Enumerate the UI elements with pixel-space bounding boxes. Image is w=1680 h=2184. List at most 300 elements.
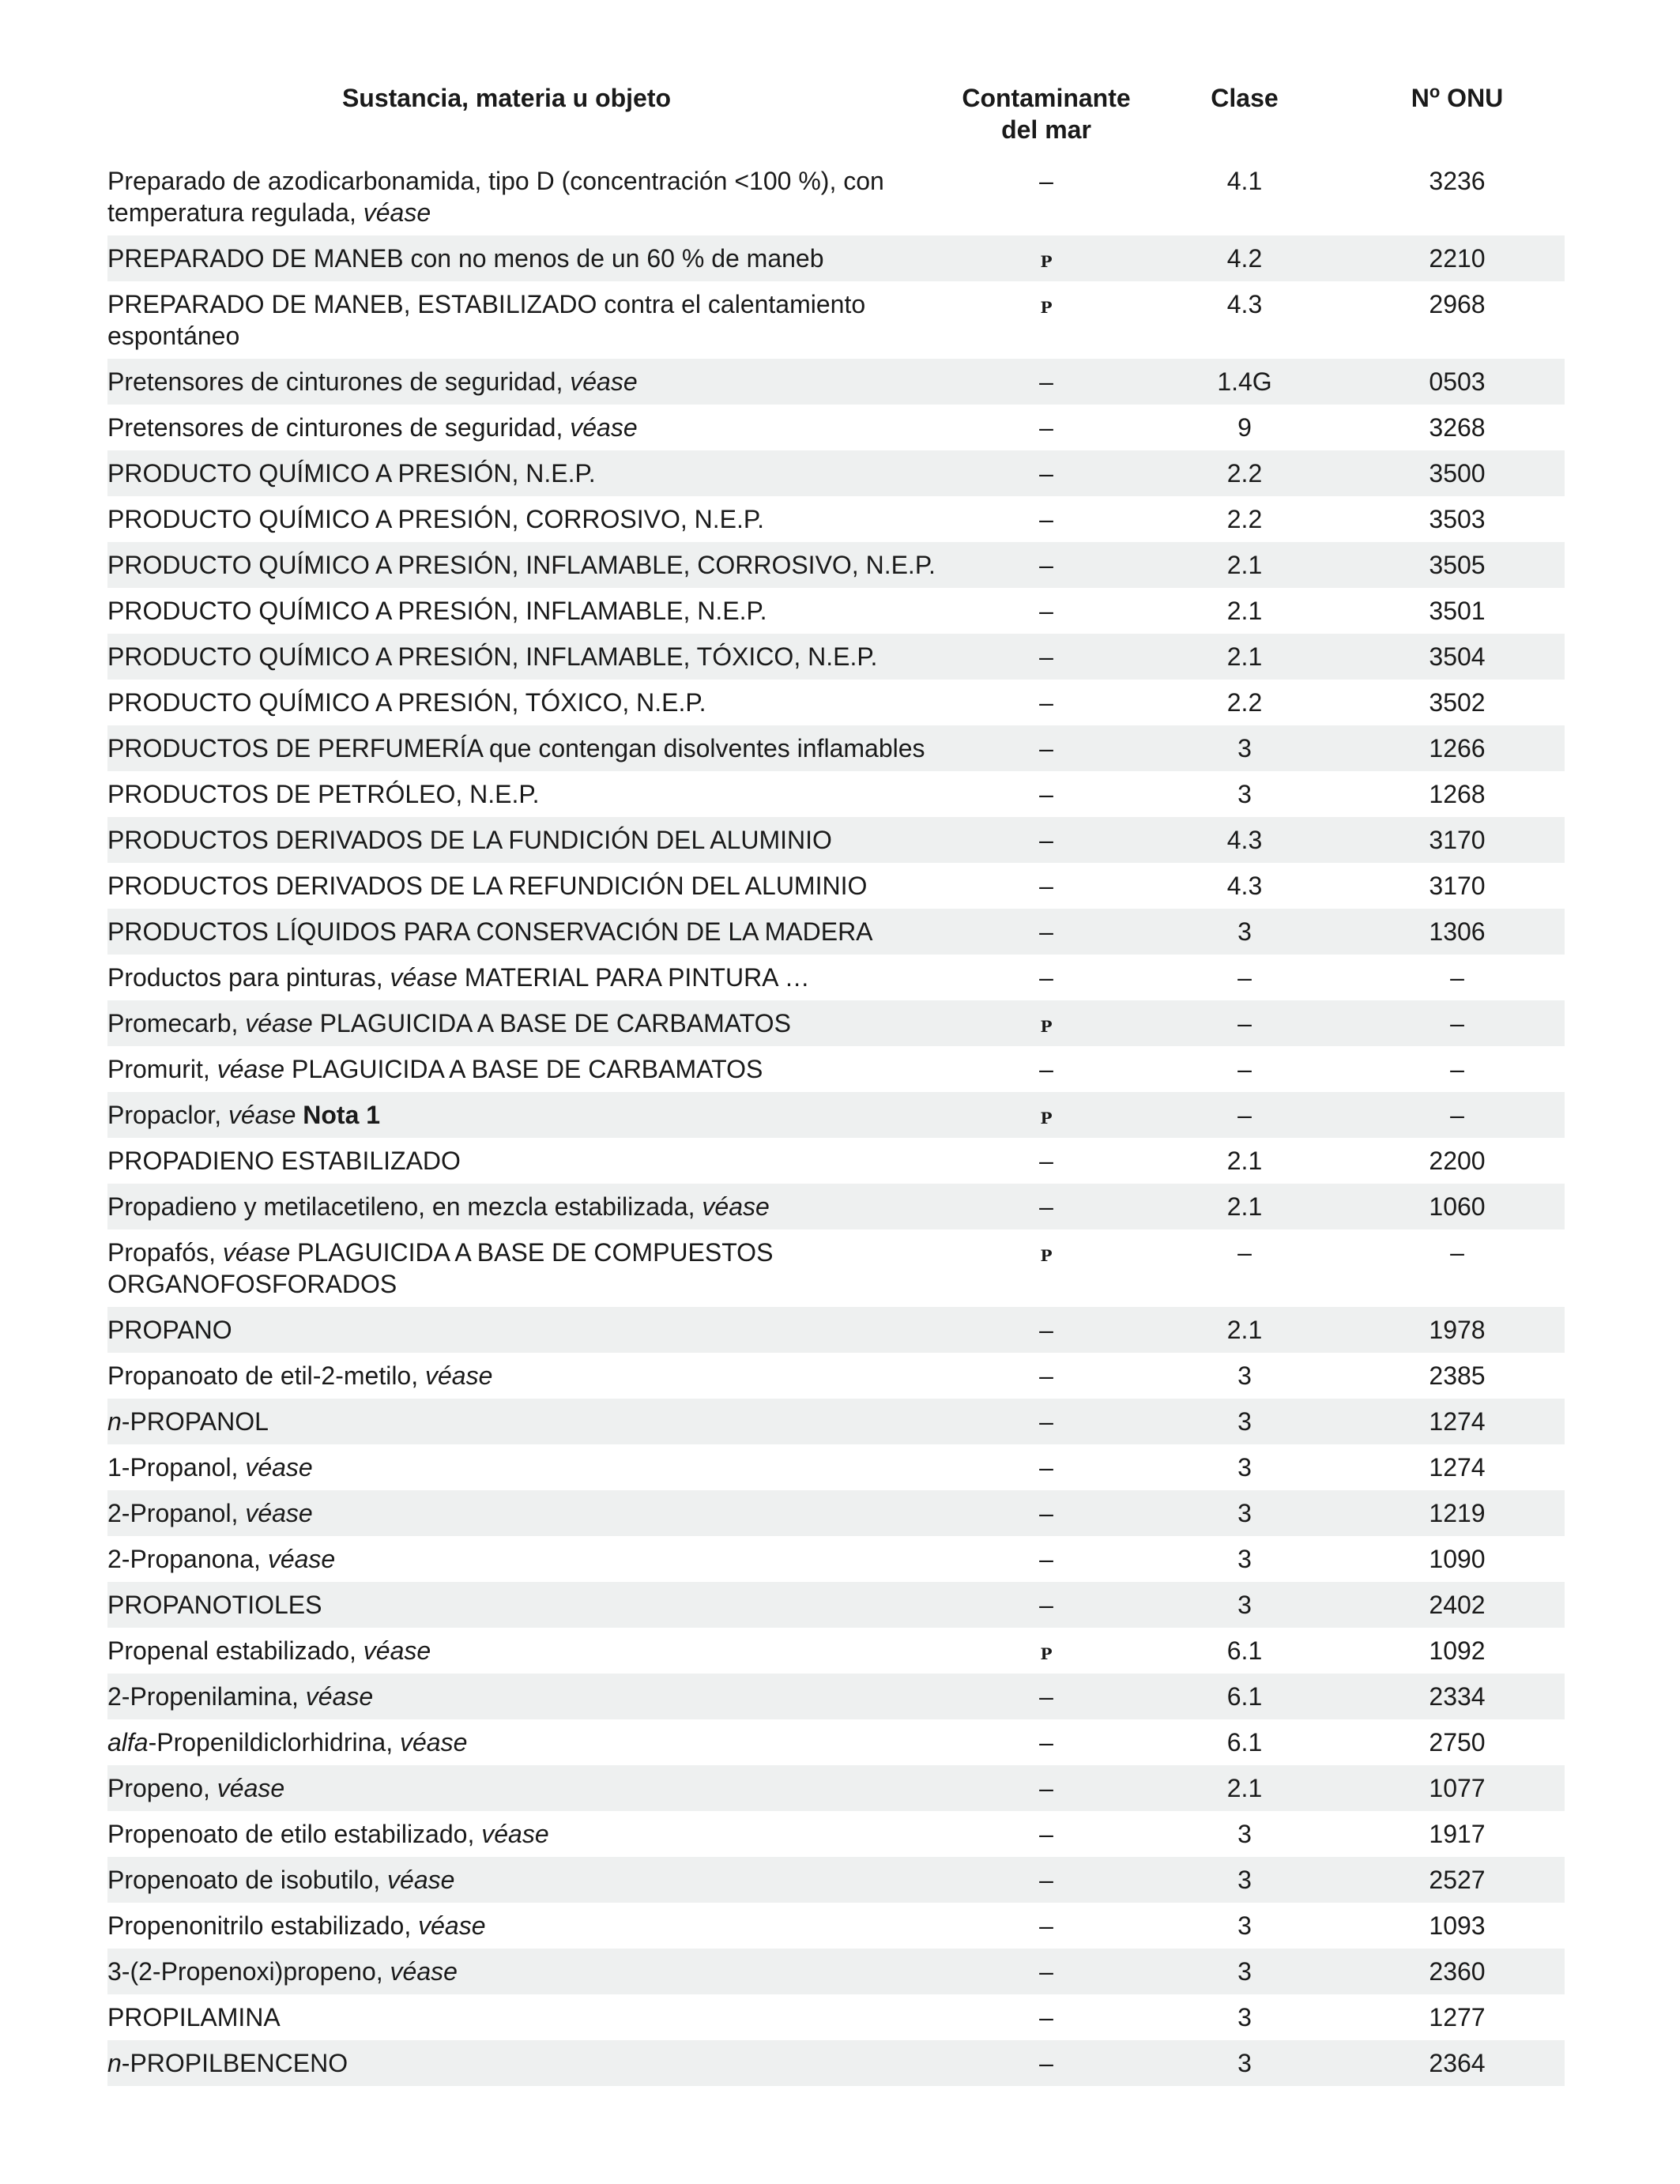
cell-substance [107, 1138, 953, 1184]
cell-marine-pollutant [953, 1582, 1139, 1628]
cell-un-number: 1274 [1350, 1399, 1565, 1444]
cell-un-number: 1306 [1350, 909, 1565, 955]
table-row [107, 771, 1565, 817]
table-row [107, 1307, 1565, 1353]
substance-text: Propenoato de isobutilo, [107, 1866, 388, 1894]
substance-text: PREPARADO DE MANEB con no menos de un 60 % de maneb [107, 244, 824, 273]
header-class: Clase [1211, 84, 1279, 112]
cell-substance [107, 817, 953, 863]
substance-table [107, 79, 1565, 2086]
substance-text: PRODUCTO QUÍMICO A PRESIÓN, INFLAMABLE, CORROSIVO, N.E.P. [107, 551, 936, 579]
marine-pollutant-value: – [1039, 917, 1053, 946]
marine-pollutant-value: – [1039, 1453, 1053, 1482]
marine-pollutant-value: – [1039, 2003, 1053, 2031]
table-row [107, 158, 1565, 235]
cell-substance [107, 158, 953, 235]
cell-class: – [1139, 1000, 1350, 1046]
substance-text: MATERIAL PARA PINTURA … [457, 963, 810, 992]
cell-marine-pollutant [953, 450, 1139, 496]
cell-marine-pollutant [953, 542, 1139, 588]
cell-class: 4.1 [1226, 167, 1263, 195]
substance-text: véase [305, 1682, 374, 1711]
cell-un-number: 2402 [1350, 1582, 1565, 1628]
cell-un-number: 3501 [1429, 597, 1486, 625]
substance-text: PROPANO [107, 1316, 232, 1344]
marine-pollutant-value: – [1039, 1957, 1053, 1986]
cell-substance [107, 680, 953, 725]
cell-class: 2.1 [1139, 1184, 1350, 1229]
cell-substance [107, 281, 953, 359]
cell-marine-pollutant [953, 909, 1139, 955]
cell-class: 2.1 [1226, 597, 1263, 625]
substance-text: PRODUCTO QUÍMICO A PRESIÓN, CORROSIVO, N.E.P. [107, 505, 764, 533]
substance-text: 1-Propanol, [107, 1453, 246, 1482]
cell-substance [107, 1490, 953, 1536]
table-row [107, 1444, 1565, 1490]
cell-substance [107, 542, 953, 588]
table-row [107, 680, 1565, 725]
cell-substance [107, 1307, 953, 1353]
substance-text: PLAGUICIDA A BASE DE CARBAMATOS [284, 1055, 763, 1083]
cell-class: 4.2 [1139, 235, 1350, 281]
cell-substance [107, 2040, 953, 2086]
cell-substance [107, 1949, 953, 1994]
marine-pollutant-value: – [1039, 734, 1053, 763]
cell-marine-pollutant [953, 1674, 1139, 1719]
cell-un-number: 1277 [1429, 2003, 1486, 2031]
cell-class: 3 [1139, 1399, 1350, 1444]
table-row [107, 1994, 1565, 2040]
cell-substance [107, 588, 953, 634]
cell-substance [107, 1628, 953, 1674]
cell-class: 2.1 [1139, 1307, 1350, 1353]
cell-class: 2.1 [1139, 1765, 1350, 1811]
table-row [107, 235, 1565, 281]
header-marine-pollutant-line2: del mar [1001, 115, 1091, 144]
table-row [107, 1138, 1565, 1184]
table-row [107, 1000, 1565, 1046]
marine-pollutant-value: – [1039, 780, 1053, 808]
header-marine-pollutant-line1: Contaminante [962, 84, 1131, 112]
table-row [107, 1046, 1565, 1092]
marine-pollutant-value: – [1039, 826, 1053, 854]
cell-substance [107, 771, 953, 817]
table-row [107, 405, 1565, 450]
cell-class: 3 [1139, 1857, 1350, 1903]
substance-text: PRODUCTO QUÍMICO A PRESIÓN, INFLAMABLE, N.E.P. [107, 597, 767, 625]
cell-marine-pollutant [953, 405, 1139, 450]
substance-text: PROPANOTIOLES [107, 1591, 322, 1619]
cell-class: 6.1 [1139, 1674, 1350, 1719]
cell-class: 2.2 [1226, 505, 1263, 533]
substance-text: Propadieno y metilacetileno, en mezcla estabilizada, [107, 1192, 703, 1221]
marine-pollutant-value: – [1039, 1192, 1053, 1221]
marine-pollutant-mark: P [1040, 1109, 1053, 1128]
marine-pollutant-value: – [1039, 597, 1053, 625]
table-header [107, 79, 1565, 158]
substance-text: -Propenildiclorhidrina, [148, 1728, 400, 1757]
cell-class: – [1237, 1238, 1252, 1267]
substance-text: alfa [107, 1728, 149, 1757]
table-row [107, 2040, 1565, 2086]
marine-pollutant-value: – [1039, 1728, 1053, 1757]
table-row [107, 863, 1565, 909]
marine-pollutant-value: – [1039, 1911, 1053, 1940]
cell-marine-pollutant [953, 1444, 1139, 1490]
cell-marine-pollutant [953, 496, 1139, 542]
table-row [107, 1765, 1565, 1811]
cell-un-number: 2360 [1350, 1949, 1565, 1994]
substance-text: PROPILAMINA [107, 2003, 281, 2031]
cell-substance [107, 725, 953, 771]
marine-pollutant-value: – [1039, 1545, 1053, 1573]
marine-pollutant-value: – [1039, 1316, 1053, 1344]
cell-class: 9 [1237, 413, 1252, 442]
cell-class: 3 [1237, 780, 1252, 808]
substance-text: n [107, 2049, 122, 2077]
substance-text: Promurit, [107, 1055, 217, 1083]
table-row [107, 281, 1565, 359]
cell-marine-pollutant [953, 1000, 1139, 1046]
cell-marine-pollutant [953, 1353, 1139, 1399]
substance-text: véase [267, 1545, 336, 1573]
cell-class: 3 [1139, 725, 1350, 771]
substance-text: véase [570, 413, 638, 442]
marine-pollutant-value: – [1039, 1866, 1053, 1894]
cell-un-number: 1093 [1429, 1911, 1486, 1940]
table-row [107, 588, 1565, 634]
cell-marine-pollutant [953, 1857, 1139, 1903]
header-substance: Sustancia, materia u objeto [341, 84, 672, 112]
marine-pollutant-value: – [1039, 2049, 1053, 2077]
cell-un-number: 3505 [1350, 542, 1565, 588]
table-row [107, 817, 1565, 863]
cell-class: 3 [1139, 1949, 1350, 1994]
cell-un-number: 3502 [1429, 688, 1486, 717]
cell-class: 1.4G [1139, 359, 1350, 405]
substance-text: Promecarb, [107, 1009, 246, 1037]
cell-marine-pollutant [953, 1307, 1139, 1353]
substance-text [296, 1101, 303, 1129]
cell-marine-pollutant [953, 1949, 1139, 1994]
cell-marine-pollutant [953, 1184, 1139, 1229]
substance-text: Propaclor, [107, 1101, 228, 1129]
cell-marine-pollutant [953, 863, 1139, 909]
table-row [107, 1092, 1565, 1138]
cell-un-number: 2200 [1429, 1147, 1486, 1175]
cell-un-number: 1274 [1429, 1453, 1486, 1482]
cell-un-number: – [1450, 963, 1464, 992]
cell-un-number: 2385 [1429, 1361, 1486, 1390]
cell-substance [107, 1994, 953, 2040]
cell-un-number: 1266 [1350, 725, 1565, 771]
substance-text: véase [390, 963, 458, 992]
substance-text: 2-Propanona, [107, 1545, 268, 1573]
marine-pollutant-value: – [1039, 367, 1053, 396]
substance-text: véase [217, 1055, 285, 1083]
cell-marine-pollutant [953, 1399, 1139, 1444]
substance-text: PRODUCTO QUÍMICO A PRESIÓN, N.E.P. [107, 459, 596, 488]
table-row [107, 1229, 1565, 1307]
cell-class: 3 [1139, 909, 1350, 955]
cell-un-number: 2750 [1429, 1728, 1486, 1757]
cell-marine-pollutant [953, 1046, 1139, 1092]
document-page [107, 79, 1565, 2086]
substance-text: Productos para pinturas, [107, 963, 390, 992]
cell-marine-pollutant [953, 1092, 1139, 1138]
substance-text: , [348, 198, 363, 227]
cell-substance [107, 1229, 953, 1307]
substance-text: Propeno, [107, 1774, 217, 1802]
cell-substance [107, 1092, 953, 1138]
cell-un-number: 3268 [1429, 413, 1486, 442]
cell-substance [107, 634, 953, 680]
header-un-number [1350, 79, 1565, 158]
cell-substance [107, 1811, 953, 1857]
cell-class: 6.1 [1226, 1636, 1263, 1665]
substance-text: véase [418, 1911, 486, 1940]
cell-marine-pollutant [953, 588, 1139, 634]
cell-substance [107, 955, 953, 1000]
cell-class: 3 [1237, 1911, 1252, 1940]
substance-text: véase [399, 1728, 468, 1757]
table-row [107, 1949, 1565, 1994]
cell-un-number: 3170 [1350, 817, 1565, 863]
substance-text: Propafós, [107, 1238, 223, 1267]
cell-substance [107, 1536, 953, 1582]
cell-marine-pollutant [953, 359, 1139, 405]
cell-un-number: 3503 [1429, 505, 1486, 533]
cell-un-number: 3236 [1429, 167, 1486, 195]
substance-text: 3-(2-Propenoxi)propeno, [107, 1957, 390, 1986]
cell-substance [107, 496, 953, 542]
substance-text: Propenonitrilo estabilizado, [107, 1911, 419, 1940]
substance-text: véase [481, 1820, 549, 1848]
cell-marine-pollutant [953, 771, 1139, 817]
cell-marine-pollutant [953, 955, 1139, 1000]
table-row [107, 496, 1565, 542]
substance-text: n [107, 1407, 122, 1436]
substance-text: véase [363, 1636, 431, 1665]
cell-substance [107, 450, 953, 496]
cell-class: 2.2 [1226, 688, 1263, 717]
table-row [107, 542, 1565, 588]
cell-un-number: 2334 [1350, 1674, 1565, 1719]
marine-pollutant-mark: P [1040, 1017, 1053, 1036]
cell-class: 2.1 [1139, 634, 1350, 680]
cell-marine-pollutant [953, 1229, 1139, 1307]
cell-marine-pollutant [953, 281, 1139, 359]
cell-marine-pollutant [953, 1536, 1139, 1582]
substance-text: PRODUCTOS LÍQUIDOS PARA CONSERVACIÓN DE LA MADERA [107, 917, 873, 946]
substance-text: Pretensores de cinturones de seguridad, [107, 413, 571, 442]
substance-text: PRODUCTOS DERIVADOS DE LA REFUNDICIÓN DEL ALUMINIO [107, 872, 868, 900]
substance-text: véase [222, 1238, 291, 1267]
table-row [107, 1490, 1565, 1536]
marine-pollutant-mark: P [1040, 1246, 1053, 1265]
cell-substance [107, 1857, 953, 1903]
substance-text: véase [387, 1866, 455, 1894]
marine-pollutant-value: – [1039, 963, 1053, 992]
cell-marine-pollutant [953, 1811, 1139, 1857]
substance-text: 2-Propenilamina, [107, 1682, 306, 1711]
cell-un-number: 0503 [1350, 359, 1565, 405]
marine-pollutant-value: – [1039, 1499, 1053, 1527]
cell-substance [107, 1353, 953, 1399]
cell-class: 3 [1237, 2003, 1252, 2031]
cell-class: 3 [1139, 1490, 1350, 1536]
cell-class: 4.3 [1139, 817, 1350, 863]
substance-text: -PROPILBENCENO [121, 2049, 348, 2077]
cell-class: – [1237, 963, 1252, 992]
marine-pollutant-value: – [1039, 1820, 1053, 1848]
table-row [107, 1536, 1565, 1582]
marine-pollutant-value: – [1039, 1361, 1053, 1390]
substance-text: -PROPANOL [121, 1407, 269, 1436]
cell-un-number: 1219 [1350, 1490, 1565, 1536]
cell-substance [107, 1399, 953, 1444]
table-row [107, 1184, 1565, 1229]
table-row [107, 1582, 1565, 1628]
cell-substance [107, 1674, 953, 1719]
table-row [107, 359, 1565, 405]
cell-un-number: 2210 [1350, 235, 1565, 281]
substance-text: véase [570, 367, 638, 396]
cell-un-number: 1978 [1350, 1307, 1565, 1353]
cell-substance [107, 1000, 953, 1046]
cell-substance [107, 1719, 953, 1765]
header-marine-pollutant [953, 79, 1139, 158]
substance-text: véase [390, 1957, 458, 1986]
header-un-number-suffix: ONU [1440, 84, 1504, 112]
cell-marine-pollutant [953, 634, 1139, 680]
cell-class: 3 [1237, 1361, 1252, 1390]
substance-text: Propenal estabilizado, [107, 1636, 363, 1665]
substance-text: PRODUCTOS DE PERFUMERÍA que contengan disolventes inflamables [107, 734, 925, 763]
cell-class: 3 [1237, 1820, 1252, 1848]
marine-pollutant-value: – [1039, 167, 1053, 195]
table-row [107, 1353, 1565, 1399]
substance-text: véase [245, 1499, 313, 1527]
cell-substance [107, 1046, 953, 1092]
cell-class: 2.1 [1139, 542, 1350, 588]
table-row [107, 909, 1565, 955]
cell-substance [107, 235, 953, 281]
cell-marine-pollutant [953, 1994, 1139, 2040]
cell-substance [107, 1582, 953, 1628]
substance-text: PLAGUICIDA A BASE DE CARBAMATOS [312, 1009, 791, 1037]
cell-un-number: 1077 [1350, 1765, 1565, 1811]
substance-text: PROPADIENO ESTABILIZADO [107, 1147, 461, 1175]
substance-text: PRODUCTOS DERIVADOS DE LA FUNDICIÓN DEL ALUMINIO [107, 826, 832, 854]
marine-pollutant-value: – [1039, 505, 1053, 533]
marine-pollutant-value: – [1039, 1147, 1053, 1175]
marine-pollutant-value: – [1039, 551, 1053, 579]
cell-un-number: 2968 [1429, 290, 1486, 318]
cell-substance [107, 1444, 953, 1490]
cell-class: 4.3 [1226, 290, 1263, 318]
table-row [107, 450, 1565, 496]
cell-class: 3 [1237, 1453, 1252, 1482]
substance-text: PLAGUICIDA A BASE DE COMPUESTOS ORGANOFOSFORADOS [107, 1238, 774, 1298]
substance-text: véase [425, 1361, 493, 1390]
header-un-number-prefix: N [1411, 84, 1430, 112]
substance-text: véase [228, 1101, 296, 1129]
cell-class: 2.2 [1139, 450, 1350, 496]
cell-marine-pollutant [953, 1138, 1139, 1184]
cell-marine-pollutant [953, 680, 1139, 725]
marine-pollutant-mark: P [1040, 1644, 1053, 1663]
substance-text: PREPARADO DE MANEB, ESTABILIZADO contra el calentamiento espontáneo [107, 290, 866, 350]
cell-un-number: 1090 [1429, 1545, 1486, 1573]
substance-text: véase [245, 1009, 313, 1037]
table-row [107, 634, 1565, 680]
substance-text: véase [245, 1453, 313, 1482]
cell-marine-pollutant [953, 725, 1139, 771]
cell-marine-pollutant [953, 1719, 1139, 1765]
substance-text: véase [217, 1774, 285, 1802]
cell-un-number: – [1450, 1055, 1464, 1083]
cell-marine-pollutant [953, 817, 1139, 863]
marine-pollutant-value: – [1039, 1407, 1053, 1436]
marine-pollutant-value: – [1039, 642, 1053, 671]
table-row [107, 1719, 1565, 1765]
cell-class: 3 [1237, 1545, 1252, 1573]
substance-text: Propenoato de etilo estabilizado, [107, 1820, 482, 1848]
substance-text: PRODUCTO QUÍMICO A PRESIÓN, TÓXICO, N.E.P. [107, 688, 706, 717]
marine-pollutant-mark: P [1040, 298, 1053, 317]
cell-substance [107, 359, 953, 405]
cell-un-number: 1268 [1429, 780, 1486, 808]
header-un-number-superscript: o [1429, 81, 1441, 102]
marine-pollutant-mark: P [1040, 252, 1053, 271]
table-row [107, 725, 1565, 771]
substance-text: Pretensores de cinturones de seguridad, [107, 367, 571, 396]
cell-un-number: – [1350, 1092, 1565, 1138]
marine-pollutant-value: – [1039, 1774, 1053, 1802]
cell-class: 3 [1139, 1582, 1350, 1628]
cell-class: 3 [1139, 2040, 1350, 2086]
substance-text: PRODUCTO QUÍMICO A PRESIÓN, INFLAMABLE, TÓXICO, N.E.P. [107, 642, 878, 671]
table-row [107, 1399, 1565, 1444]
cell-un-number: 1092 [1429, 1636, 1486, 1665]
marine-pollutant-value: – [1039, 459, 1053, 488]
substance-text: Nota 1 [303, 1101, 381, 1129]
table-row [107, 1628, 1565, 1674]
cell-class: 2.1 [1226, 1147, 1263, 1175]
cell-marine-pollutant [953, 158, 1139, 235]
cell-marine-pollutant [953, 1903, 1139, 1949]
cell-substance [107, 1765, 953, 1811]
cell-un-number: 1060 [1350, 1184, 1565, 1229]
substance-text: PRODUCTOS DE PETRÓLEO, N.E.P. [107, 780, 540, 808]
table-row [107, 1674, 1565, 1719]
substance-text: 2-Propanol, [107, 1499, 246, 1527]
cell-marine-pollutant [953, 1765, 1139, 1811]
cell-substance [107, 405, 953, 450]
marine-pollutant-value: – [1039, 413, 1053, 442]
table-row [107, 1857, 1565, 1903]
marine-pollutant-value: – [1039, 1055, 1053, 1083]
cell-class: – [1237, 1055, 1252, 1083]
substance-text: véase [363, 198, 431, 227]
cell-un-number: 1917 [1429, 1820, 1486, 1848]
cell-un-number: 3170 [1429, 872, 1486, 900]
table-row [107, 955, 1565, 1000]
table-row [107, 1903, 1565, 1949]
cell-substance [107, 1903, 953, 1949]
cell-un-number: 3504 [1350, 634, 1565, 680]
